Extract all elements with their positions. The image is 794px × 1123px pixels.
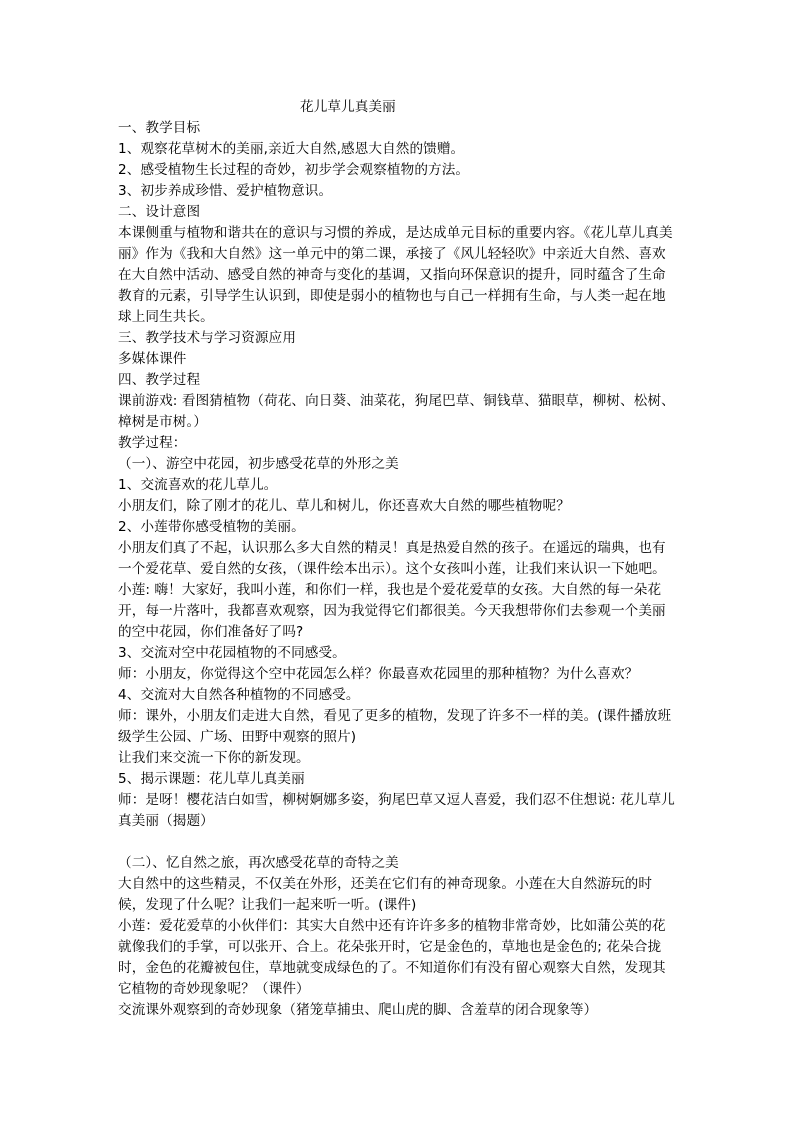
subsection-heading-1: （一）、游空中花园，初步感受花草的外形之美 bbox=[118, 456, 399, 472]
step-3-text: 师：小朋友，你觉得这个空中花园怎么样？你最喜欢花园里的那种植物？为什么喜欢？ bbox=[118, 666, 639, 682]
step-2-heading: 2、小莲带你感受植物的美丽。 bbox=[118, 519, 305, 535]
step-1-text: 小朋友们，除了刚才的花儿、草儿和树儿，你还喜欢大自然的哪些植物呢？ bbox=[118, 498, 570, 514]
step-3-heading: 3、交流对空中花园植物的不同感受。 bbox=[118, 645, 346, 661]
warmup-game-paragraph: 课前游戏: 看图猜植物（荷花、向日葵、油菜花，狗尾巴草、铜钱草、猫眼草，柳树、松树、樟树是市树。） bbox=[118, 393, 675, 430]
step-4-followup: 让我们来交流一下你的新发现。 bbox=[118, 750, 310, 766]
step-5-text: 师：是呀！樱花洁白如雪，柳树婀娜多姿，狗尾巴草又逗人喜爱，我们忍不住想说: 花儿草儿真美丽（揭题） bbox=[118, 792, 675, 829]
section-heading-process: 四、教学过程 bbox=[118, 372, 201, 388]
section-heading-tech: 三、教学技术与学习资源应用 bbox=[118, 330, 297, 346]
document-title: 花儿草儿真美丽 bbox=[300, 99, 396, 115]
section-heading-goals: 一、教学目标 bbox=[118, 120, 201, 136]
xiaolian-speech-2: 小莲：爱花爱草的小伙伴们：其实大自然中还有许许多多的植物非常奇妙，比如蒲公英的花就像我们的手掌，可以张开、合上。花朵张开时，它是金色的，草地也是金色的; 花朵合拢时，金色的花瓣被包住，草地就变成绿色的了。不知道你们有没有留心观察大自然，发现其它植物的奇妙现象呢？（课件） bbox=[118, 918, 666, 997]
goal-item-3: 3、初步养成珍惜、爱护植物意识。 bbox=[118, 183, 333, 199]
subsection-heading-2: （二）、忆自然之旅，再次感受花草的奇特之美 bbox=[118, 855, 399, 871]
step-4-heading: 4、交流对大自然各种植物的不同感受。 bbox=[118, 687, 360, 703]
step-1-heading: 1、交流喜欢的花儿草儿。 bbox=[118, 477, 278, 493]
process-label: 教学过程： bbox=[118, 435, 187, 451]
step-4-text: 师：课外，小朋友们走进大自然，看见了更多的植物，发现了许多不一样的美。(课件播放班级学生公园、广场、田野中观察的照片) bbox=[118, 708, 672, 745]
blank-line bbox=[118, 832, 678, 853]
xiaolian-speech-1: 小莲: 嗨！大家好，我叫小莲，和你们一样，我也是个爱花爱草的女孩。大自然的每一朵花开，每一片落叶，我都喜欢观察，因为我觉得它们都很美。今天我想带你们去参观一个美丽的空中花园，你们准备好了吗? bbox=[118, 582, 666, 640]
document-body bbox=[118, 97, 678, 1021]
nature-wonders-paragraph: 大自然中的这些精灵，不仅美在外形，还美在它们有的神奇现象。小莲在大自然游玩的时候，发现了什么呢？让我们一起来听一听。(课件) bbox=[118, 876, 653, 913]
step-5-heading: 5、揭示课题：花儿草儿真美丽 bbox=[118, 771, 305, 787]
section-heading-design: 二、设计意图 bbox=[118, 204, 201, 220]
observation-exchange: 交流课外观察到的奇妙现象（猪笼草捕虫、爬山虎的脚、含羞草的闭合现象等） bbox=[118, 1002, 598, 1018]
step-2-text: 小朋友们真了不起，认识那么多大自然的精灵！真是热爱自然的孩子。在遥远的瑞典，也有一个爱花草、爱自然的女孩，（课件绘本出示）。这个女孩叫小莲，让我们来认识一下她吧。 bbox=[118, 540, 666, 577]
goal-item-2: 2、感受植物生长过程的奇妙，初步学会观察植物的方法。 bbox=[118, 162, 470, 178]
goal-item-1: 1、观察花草树木的美丽,亲近大自然,感恩大自然的馈赠。 bbox=[118, 141, 465, 157]
tech-paragraph: 多媒体课件 bbox=[118, 351, 187, 367]
design-paragraph: 本课侧重与植物和谐共在的意识与习惯的养成，是达成单元目标的重要内容。《花儿草儿真美丽》作为《我和大自然》这一单元中的第二课，承接了《风儿轻轻吹》中亲近大自然、喜欢在大自然中活动、感受自然的神奇与变化的基调，又指向环保意识的提升，同时蕴含了生命教育的元素，引导学生认识到，即使是弱小的植物也与自己一样拥有生命，与人类一起在地球上同生共长。 bbox=[118, 225, 673, 325]
